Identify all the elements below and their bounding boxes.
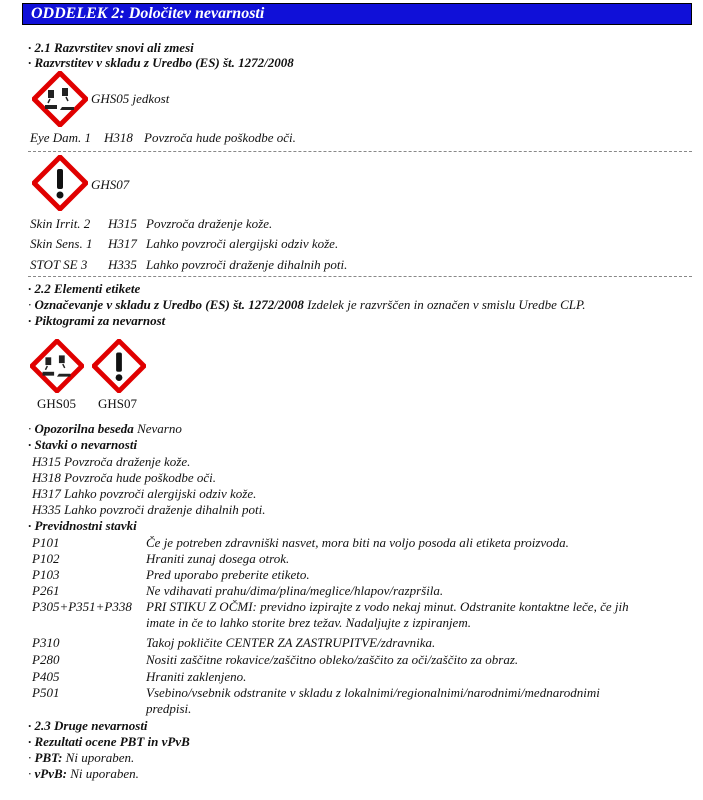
class-row-2-text: Lahko povzroči alergijski odziv kože. (146, 236, 339, 251)
subsection-2-2-heading: · 2.2 Elementi etikete (28, 281, 141, 296)
precaution-text-cont: predpisi. (146, 701, 192, 716)
precaution-code: P261 (32, 583, 60, 598)
hazard-statement: H317 Lahko povzroči alergijski odziv kože. (32, 486, 257, 501)
section-title: ODDELEK 2: Določitev nevarnosti (31, 5, 265, 22)
class-row-3-text: Lahko povzroči draženje dihalnih poti. (146, 257, 348, 272)
hazard-statement: H318 Povzroča hude poškodbe oči. (32, 470, 217, 485)
subsection-2-1-heading: · 2.1 Razvrstitev snovi ali zmesi (28, 40, 194, 55)
precaution-text: Takoj pokličite CENTER ZA ZASTRUPITVE/zdravnika. (146, 635, 436, 650)
pbt-line: · PBT: Ni uporaben. (28, 750, 135, 765)
precaution-text: Pred uporabo preberite etiketo. (146, 567, 310, 582)
ghs05-label: GHS05 jedkost (91, 91, 170, 106)
divider (28, 151, 692, 152)
section-header (22, 3, 692, 25)
eye-code: H318 (104, 130, 133, 145)
hazard-statement: H315 Povzroča draženje kože. (32, 454, 191, 469)
pbt-heading: · Rezultati ocene PBT in vPvB (28, 734, 190, 749)
exclamation-mark-icon (92, 339, 146, 393)
precaution-text: Hraniti zaklenjeno. (146, 669, 247, 684)
precaution-code: P280 (32, 652, 60, 667)
class-row-3: STOT SE 3 (30, 257, 88, 272)
precaution-text: Hraniti zunaj dosega otrok. (146, 551, 290, 566)
precaution-code: P305+P351+P338 (32, 599, 132, 614)
pictogram-ghs07-label: GHS07 (98, 396, 138, 411)
precaution-code: P501 (32, 685, 60, 700)
corrosion-icon (30, 339, 84, 393)
subsection-2-3-heading: · 2.3 Druge nevarnosti (28, 718, 148, 733)
class-row-2-code: H317 (108, 236, 137, 251)
eye-text: Povzroča hude poškodbe oči. (144, 130, 296, 145)
divider (28, 276, 692, 277)
pictogram-ghs05-label: GHS05 (37, 396, 77, 411)
class-row-3-code: H335 (108, 257, 137, 272)
class-row-1: Skin Irrit. 2 (30, 216, 91, 231)
precaution-text: Če je potreben zdravniški nasvet, mora biti na voljo posoda ali etiketa proizvoda. (146, 535, 569, 550)
precaution-text: Nositi zaščitne rokavice/zaščitno obleko/zaščito za oči/zaščito za obraz. (146, 652, 519, 667)
precaution-text: Ne vdihavati prahu/dima/plina/meglice/hlapov/razpršila. (146, 583, 444, 598)
class-row-1-code: H315 (108, 216, 137, 231)
class-row-2: Skin Sens. 1 (30, 236, 93, 251)
precaution-code: P405 (32, 669, 60, 684)
class-row-1-text: Povzroča draženje kože. (146, 216, 273, 231)
vpvb-line: · vPvB: Ni uporaben. (28, 766, 139, 781)
signal-word-line: · Opozorilna beseda Nevarno (28, 421, 182, 436)
clp-classification-heading: · Razvrstitev v skladu z Uredbo (ES) št. 1272/2008 (28, 55, 294, 70)
precaution-code: P101 (32, 535, 60, 550)
pictogram-heading: · Piktogrami za nevarnost (28, 313, 166, 328)
precaution-code: P102 (32, 551, 60, 566)
ghs07-label: GHS07 (91, 177, 130, 192)
precaution-code: P310 (32, 635, 60, 650)
precaution-text: Vsebino/vsebnik odstranite v skladu z lokalnimi/regionalnimi/narodnimi/mednarodnimi (146, 685, 600, 700)
exclamation-mark-icon (32, 155, 88, 211)
corrosion-icon (32, 71, 88, 127)
hazard-statement: H335 Lahko povzroči draženje dihalnih poti. (32, 502, 266, 517)
eye-class: Eye Dam. 1 (30, 130, 92, 145)
precaution-code: P103 (32, 567, 60, 582)
precaution-heading: · Previdnostni stavki (28, 518, 137, 533)
precaution-text: PRI STIKU Z OČMI: previdno izpirajte z vodo nekaj minut. Odstranite kontaktne leče, če jih (146, 599, 629, 614)
precaution-text-cont: imate in če to lahko storite brez težav. Nadaljujte z izpiranjem. (146, 615, 471, 630)
label-line: · Označevanje v skladu z Uredbo (ES) št. 1272/2008 Izdelek je razvrščen in označen v smislu Uredbe CLP. (28, 297, 586, 312)
hazard-statements-heading: · Stavki o nevarnosti (28, 437, 138, 452)
